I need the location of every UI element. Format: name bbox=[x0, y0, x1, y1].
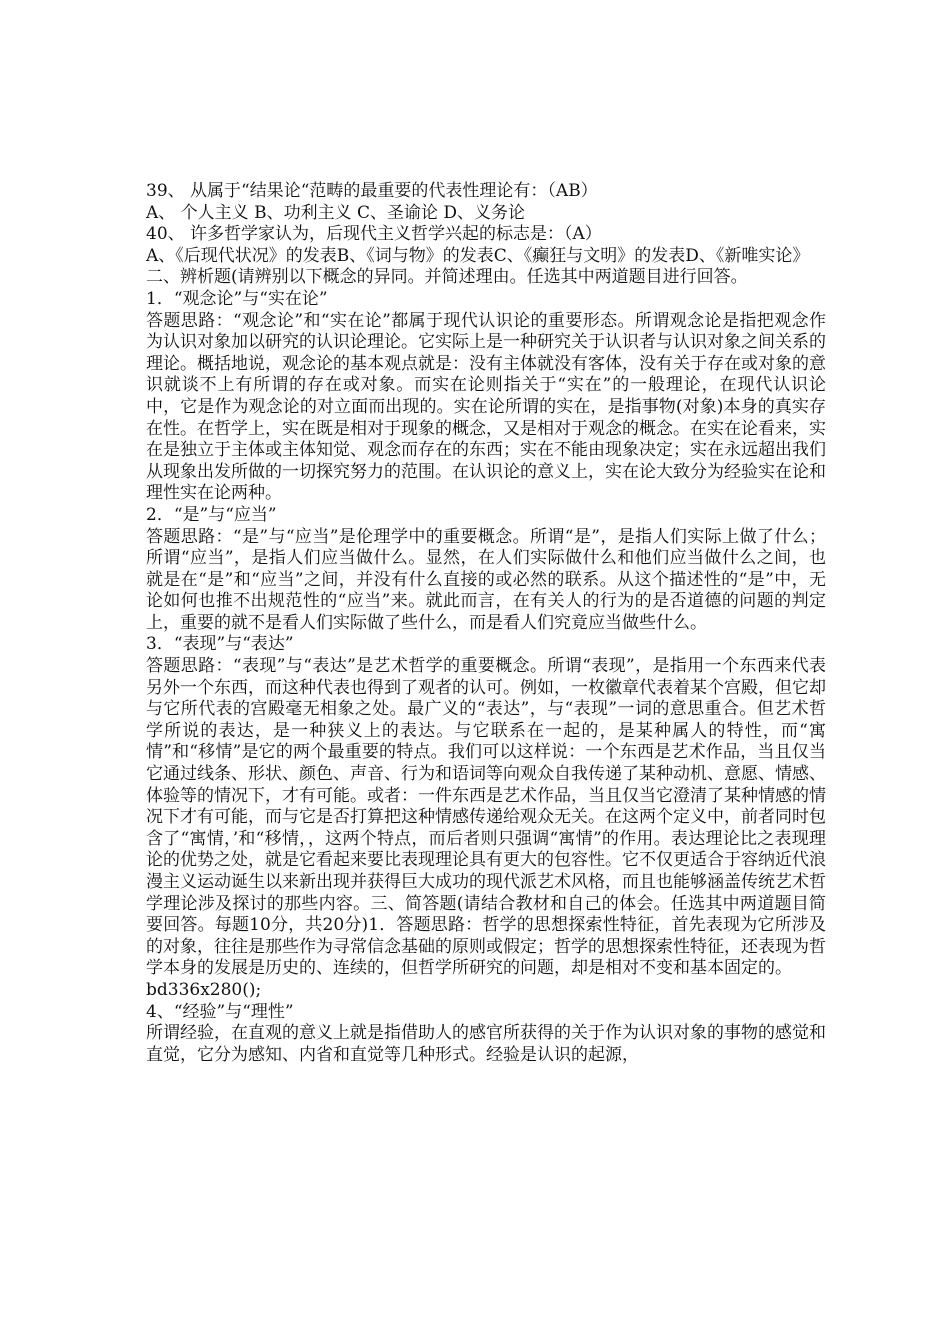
item-3-title: 3．“表现”与“表达” bbox=[146, 634, 294, 655]
item-4-title: 4、“经验”与“理性” bbox=[146, 1001, 294, 1022]
ad-placeholder-text: bd336x280(); bbox=[146, 979, 262, 1000]
question-40-options: A、《后现代状况》的发表B、《词与物》的发表C、《癫狂与文明》的发表D、《新唯实论》 bbox=[146, 245, 810, 266]
question-40: 40、 许多哲学家认为，后现代主义哲学兴起的标志是：（A） bbox=[146, 224, 602, 245]
document-body bbox=[146, 181, 826, 1066]
item-1-answer: 答题思路：“观念论”和“实在论”都属于现代认识论的重要形态。所谓观念论是指把观念作为认识对象加以研究的认识论理论。它实际上是一种研究关于认识者与认识对象之间关系的理论。概括地说，观念论的基本观点就是：没有主体就没有客体，没有关于存在或对象的意识就谈不上有所谓的存在或对象。而实在论则指关于“实在”的一般理论，在现代认识论中，它是作为观念论的对立面而出现的。实在论所谓的实在，是指事物(对象)本身的真实存在性。在哲学上，实在既是相对于现象的概念，又是相对于观念的概念。在实在论看来，实在是独立于主体或主体知觉、观念而存在的东西；实在不能由现象决定；实在永远超出我们从现象出发所做的一切探究努力的范围。在认识论的意义上，实在论大致分为经验实在论和理性实在论两种。 bbox=[146, 310, 826, 504]
item-1-title: 1．“观念论”与“实在论” bbox=[146, 288, 328, 309]
question-39: 39、 从属于“结果论“范畴的最重要的代表性理论有：（AB） bbox=[146, 181, 598, 201]
item-2-title: 2．“是”与“应当” bbox=[146, 504, 277, 525]
section-2-heading: 二、辨析题(请辨别以下概念的异同。并简述理由。任选其中两道题目进行回答。 bbox=[146, 267, 748, 288]
item-3-answer: 答题思路：“表现”与“表达”是艺术哲学的重要概念。所谓“表现”，是指用一个东西来代表另外一个东西，而这种代表也得到了观者的认可。例如，一枚徽章代表着某个宫殿，但它却与它所代表的宫殿毫无相象之处。最广义的“表达”，与“表现”一词的意思重合。但艺术哲学所说的表达，是一种狭义上的表达。与它联系在一起的，是某种属人的特性，而“寓情”和“移情”是它的两个最重要的特点。我们可以这样说：一个东西是艺术作品，当且仅当它通过线条、形状、颜色、声音、行为和语词等向观众自我传递了某种动机、意愿、情感、体验等的情况下，才有可能。或者：一件东西是艺术作品，当且仅当它澄清了某种情感的情况下才有可能，而与它是否打算把这种情感传递给观众无关。在这两个定义中，前者同时包含了“寓情，’和“移情，，这两个特点，而后者则只强调“寓情”的作用。表达理论比之表现理论的优势之处，就是它看起来要比表现理论具有更大的包容性。它不仅更适合于容纳近代浪漫主义运动诞生以来新出现并获得巨大成功的现代派艺术风格，而且也能够涵盖传统艺术哲学理论涉及探讨的那些内容。三、简答题(请结合教材和自己的体会。任选其中两道题目简要回答。每题10分，共20分)1．答题思路：哲学的思想探索性特征，首先表现为它所涉及的对象，往往是那些作为寻常信念基础的原则或假定；哲学的思想探索性特征，还表现为哲学本身的发展是历史的、连续的，但哲学所研究的问题，却是相对不变和基本固定的。 bbox=[146, 656, 826, 979]
question-39-options: A、 个人主义 B、功利主义 C、圣谕论 D、义务论 bbox=[146, 202, 526, 223]
item-2-answer: 答题思路：“是”与“应当”是伦理学中的重要概念。所谓“是”，是指人们实际上做了什么；所谓“应当”，是指人们应当做什么。显然，在人们实际做什么和他们应当做什么之间，也就是在“是”和“应当”之间，并没有什么直接的或必然的联系。从这个描述性的“是”中，无论如何也推不出规范性的“应当”来。就此而言，在有关人的行为的是否道德的问题的判定上，重要的就不是看人们实际做了些什么，而是看人们究竟应当做些什么。 bbox=[146, 526, 826, 633]
item-4-answer: 所谓经验，在直观的意义上就是指借助人的感官所获得的关于作为认识对象的事物的感觉和直觉，它分为感知、内省和直觉等几种形式。经验是认识的起源， bbox=[146, 1023, 826, 1065]
